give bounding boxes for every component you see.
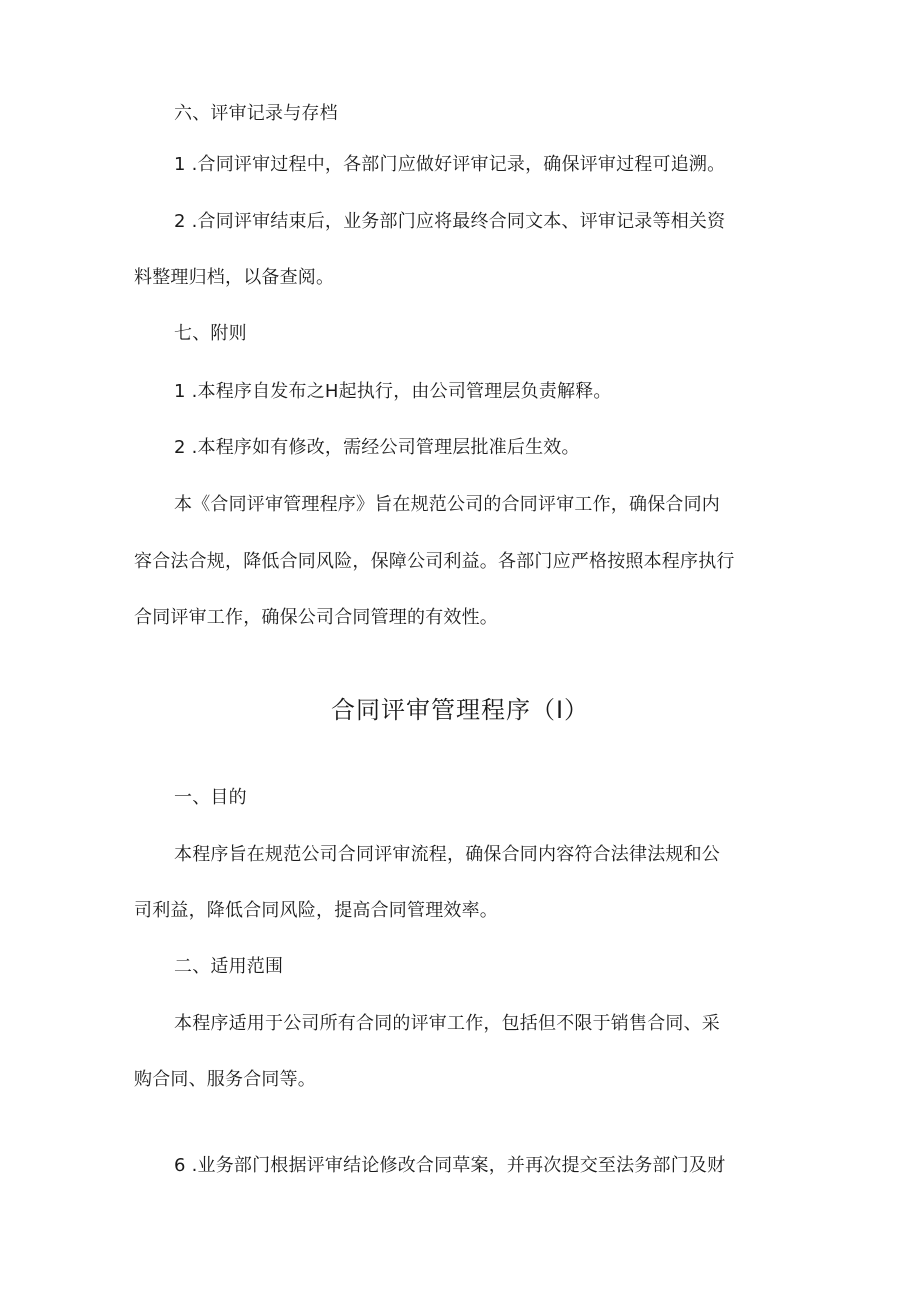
section-heading-supplementary: 七、附则 (174, 323, 247, 344)
paragraph-item: 2 .本程序如有修改，需经公司管理层批准后生效。 (174, 437, 580, 458)
paragraph-continuation: 购合同、服务合同等。 (134, 1069, 316, 1090)
paragraph-continuation: 司利益，降低合同风险，提高合同管理效率。 (134, 900, 498, 921)
paragraph-continuation: 料整理归档，以备查阅。 (134, 267, 335, 288)
paragraph-item: 1 .本程序自发布之H起执行，由公司管理层负责解释。 (174, 381, 612, 402)
section-heading-scope: 二、适用范围 (174, 956, 284, 977)
paragraph-item: 6 .业务部门根据评审结论修改合同草案，并再次提交至法务部门及财 (174, 1155, 726, 1176)
section-heading-records: 六、评审记录与存档 (174, 103, 338, 124)
paragraph-body: 本程序适用于公司所有合同的评审工作，包括但不限于销售合同、采 (174, 1013, 720, 1034)
closing-paragraph-continuation: 合同评审工作，确保公司合同管理的有效性。 (134, 607, 498, 628)
section-heading-purpose: 一、目的 (174, 787, 247, 808)
closing-paragraph-continuation: 容合法合规，降低合同风险，保障公司利益。各部门应严格按照本程序执行 (134, 551, 735, 572)
closing-paragraph: 本《合同评审管理程序》旨在规范公司的合同评审工作，确保合同内 (174, 494, 720, 515)
document-title: 合同评审管理程序（I） (330, 696, 590, 724)
paragraph-item: 2 .合同评审结束后，业务部门应将最终合同文本、评审记录等相关资 (174, 211, 726, 232)
paragraph-item: 1 .合同评审过程中，各部门应做好评审记录，确保评审过程可追溯。 (174, 154, 726, 175)
paragraph-body: 本程序旨在规范公司合同评审流程，确保合同内容符合法律法规和公 (174, 844, 720, 865)
